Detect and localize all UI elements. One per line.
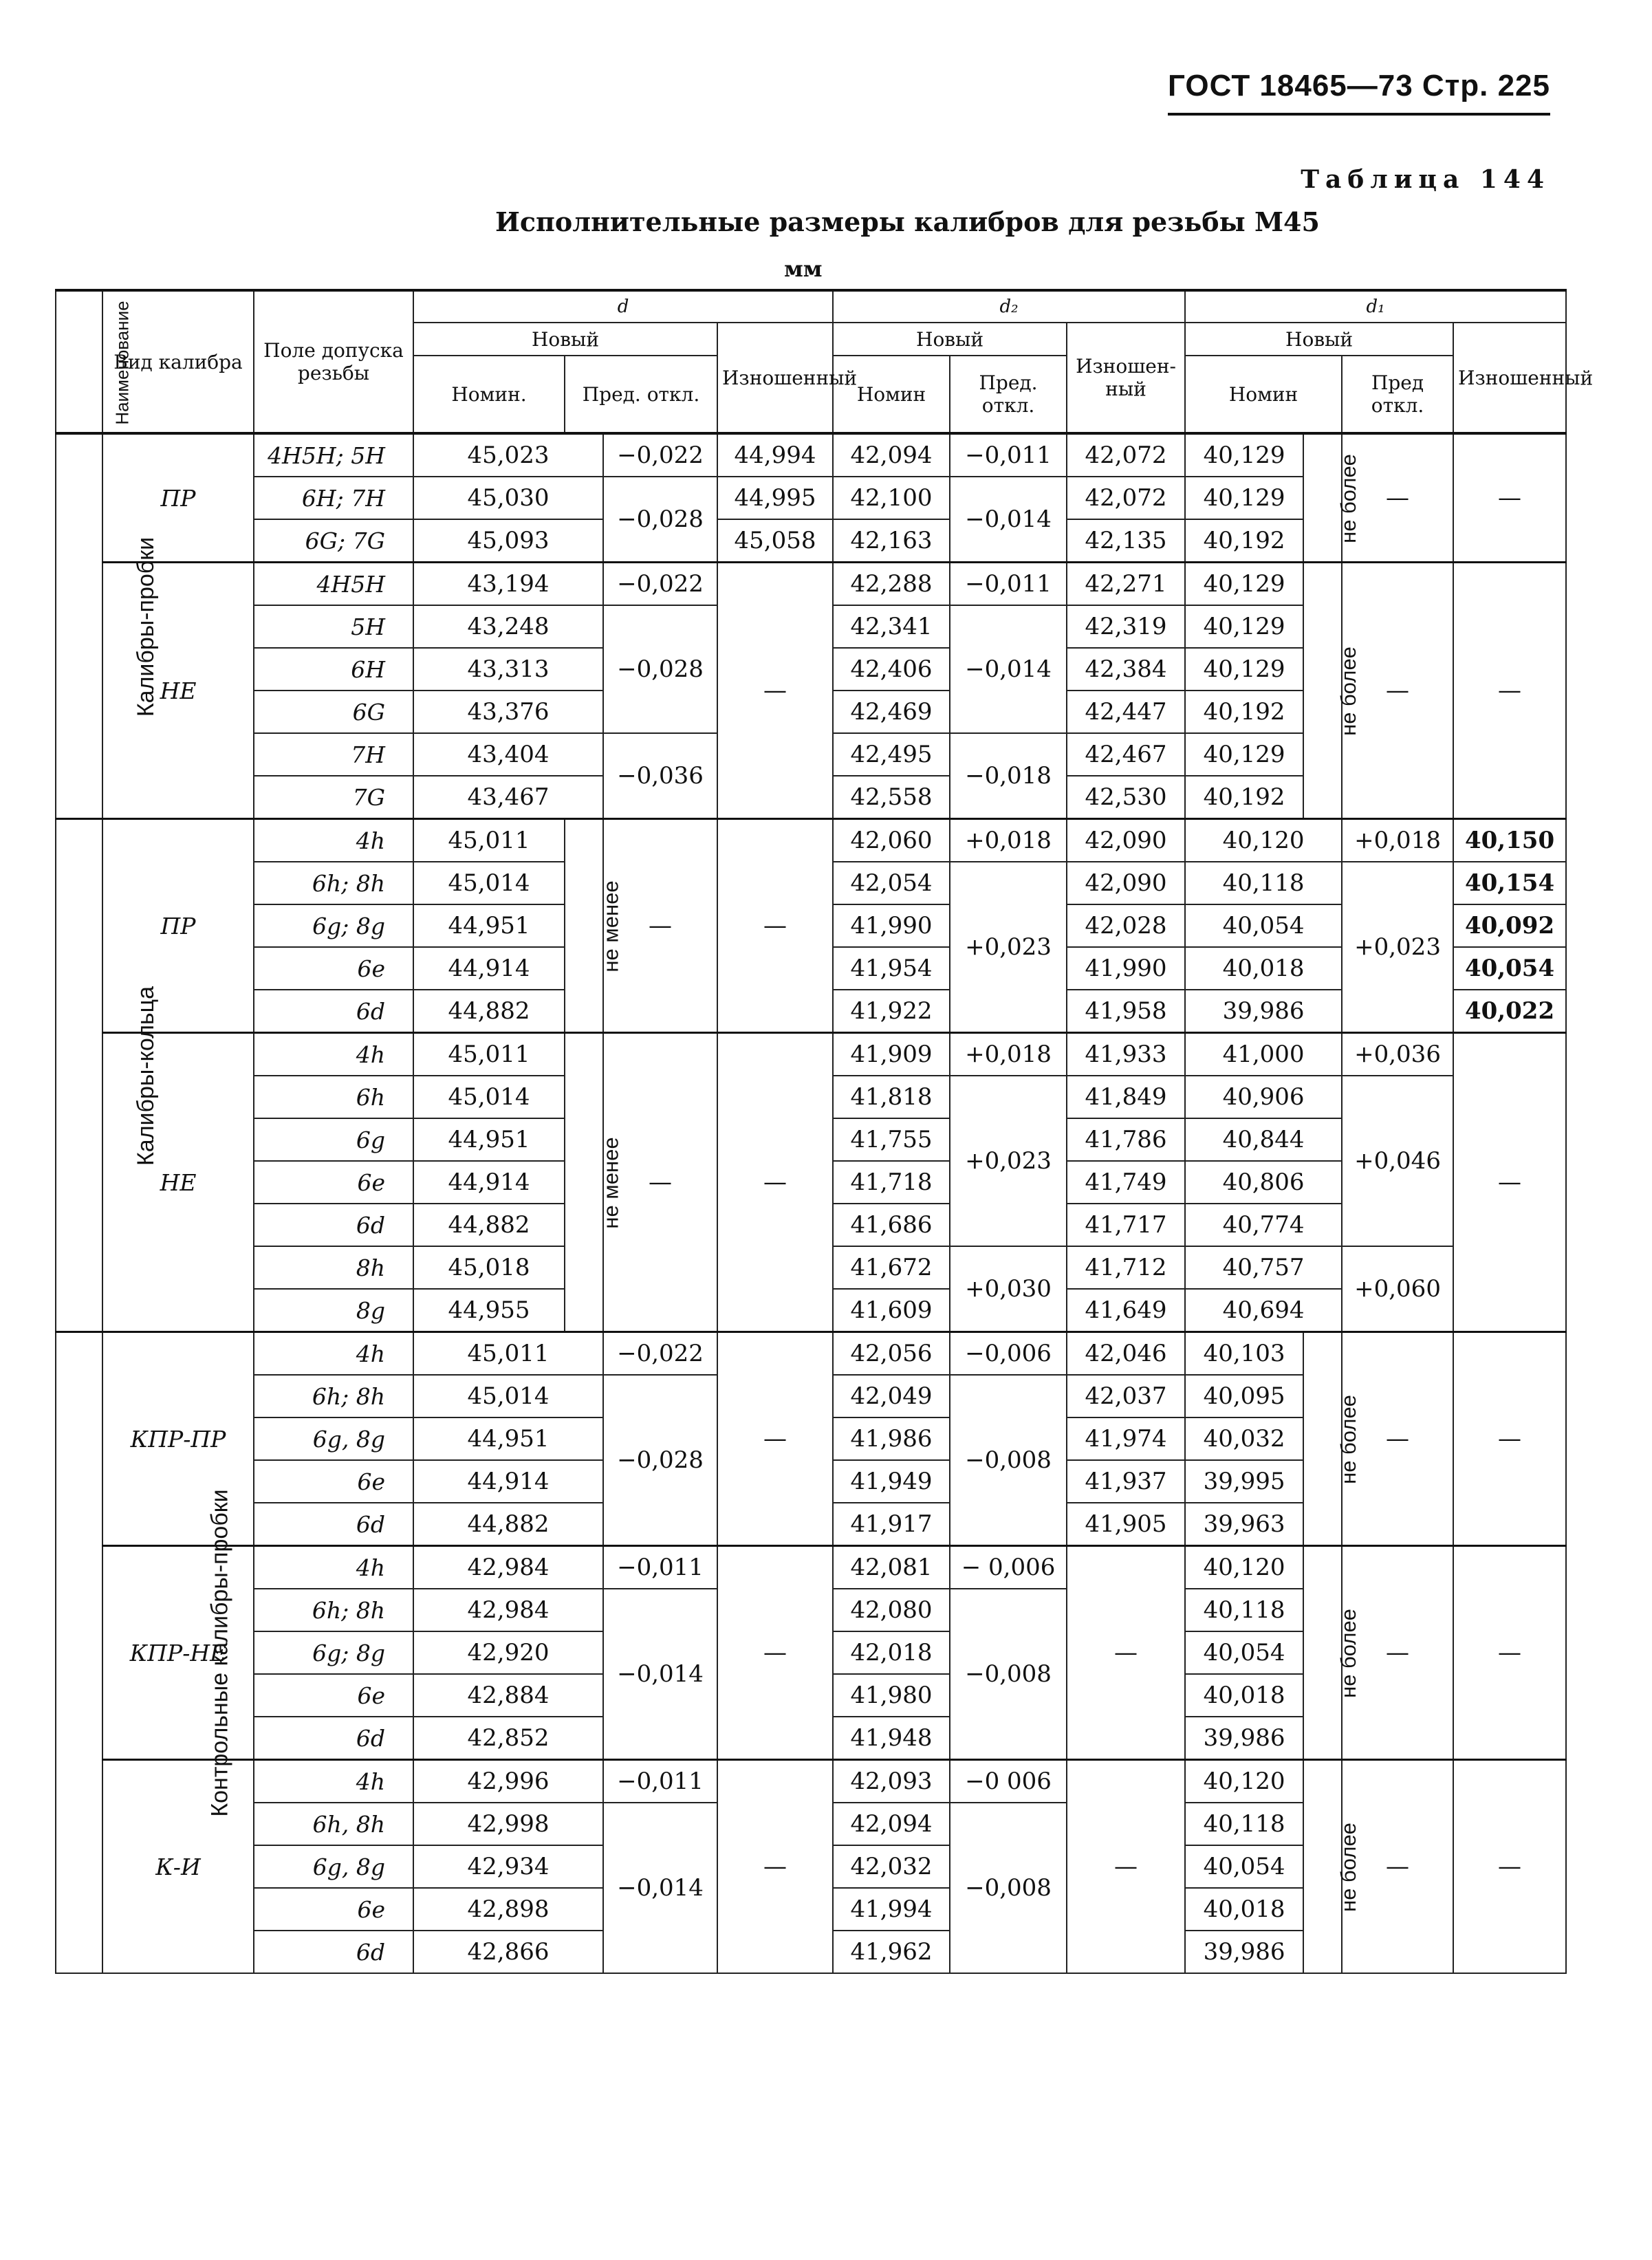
cell: −0,011 [950, 433, 1067, 477]
cell: 41,686 [833, 1204, 950, 1246]
cell: 42,558 [833, 776, 950, 819]
cell: 42,884 [413, 1674, 603, 1717]
cell: 43,248 [413, 605, 603, 648]
cell: 42,852 [413, 1717, 603, 1760]
gauge-type: ПР [102, 819, 254, 1033]
tolerance-cell: 4h [254, 1546, 413, 1589]
col-d1-header: d₁ [1185, 290, 1566, 323]
cell: — [717, 563, 833, 819]
col-tolerance-header: Поле допуска резьбы [254, 290, 413, 433]
cell: 44,914 [413, 1460, 603, 1503]
cell: 45,011 [413, 1033, 565, 1076]
cell: 41,000 [1185, 1033, 1342, 1076]
cell: 40,018 [1185, 947, 1342, 990]
note-nb: не более [1303, 433, 1342, 563]
cell: — [1453, 1760, 1566, 1974]
tolerance-cell: 6h; 8h [254, 862, 413, 904]
gauge-type: ПР [102, 433, 254, 563]
cell: 44,994 [717, 433, 833, 477]
cell: — [1342, 433, 1453, 563]
cell: −0,028 [603, 605, 717, 733]
tolerance-cell: 6g [254, 1118, 413, 1161]
cell: 41,755 [833, 1118, 950, 1161]
cell: — [1453, 433, 1566, 563]
cell: −0,008 [950, 1375, 1067, 1546]
cell: — [1453, 563, 1566, 819]
cell: −0,014 [603, 1803, 717, 1973]
cell: 40,092 [1453, 904, 1566, 947]
cell: −0,018 [950, 733, 1067, 819]
table-row [56, 433, 1566, 477]
cell: 39,986 [1185, 1931, 1303, 1973]
d-new-header: Новый [413, 323, 717, 356]
cell: 40,129 [1185, 477, 1303, 519]
tolerance-cell: 6H [254, 648, 413, 691]
tolerance-cell: 6d [254, 1204, 413, 1246]
cell: −0,022 [603, 563, 717, 606]
tolerance-cell: 4h [254, 1332, 413, 1376]
cell: 40,118 [1185, 862, 1342, 904]
cell: 44,951 [413, 1118, 565, 1161]
cell: — [1342, 1760, 1453, 1974]
cell: 40,806 [1185, 1161, 1342, 1204]
gauge-type: КПР-ПР [102, 1332, 254, 1546]
cell: 45,011 [413, 819, 565, 862]
cell: — [717, 1546, 833, 1760]
cell: 43,313 [413, 648, 603, 691]
gauge-type: КПР-НЕ [102, 1546, 254, 1760]
cell: 42,090 [1067, 862, 1185, 904]
cell: 42,384 [1067, 648, 1185, 691]
tolerance-cell: 6e [254, 1460, 413, 1503]
cell: 43,376 [413, 691, 603, 733]
cell: 40,192 [1185, 776, 1303, 819]
cell: 41,933 [1067, 1033, 1185, 1076]
group-label-rings: Калибры-кольца [56, 819, 102, 1332]
tolerance-cell: 6d [254, 1717, 413, 1760]
cell: 42,100 [833, 477, 950, 519]
tolerance-cell: 6h; 8h [254, 1375, 413, 1417]
cell: 39,986 [1185, 990, 1342, 1033]
cell: 44,951 [413, 1417, 603, 1460]
tolerance-cell: 4H5H; 5H [254, 433, 413, 477]
cell: − 0,006 [950, 1546, 1067, 1589]
cell: 41,949 [833, 1460, 950, 1503]
cell: 41,948 [833, 1717, 950, 1760]
cell: 44,882 [413, 1204, 565, 1246]
cell: 42,094 [833, 433, 950, 477]
cell: 41,672 [833, 1246, 950, 1289]
cell: 45,093 [413, 519, 603, 563]
cell: — [1342, 563, 1453, 819]
d2-new-header: Новый [833, 323, 1067, 356]
cell: 42,406 [833, 648, 950, 691]
tolerance-cell: 6e [254, 1674, 413, 1717]
cell: 39,995 [1185, 1460, 1303, 1503]
cell: 40,150 [1453, 819, 1566, 862]
cell: 45,014 [413, 862, 565, 904]
cell: 42,072 [1067, 433, 1185, 477]
cell: 40,129 [1185, 563, 1303, 606]
cell: 42,467 [1067, 733, 1185, 776]
cell: −0,022 [603, 433, 717, 477]
cell: 41,990 [1067, 947, 1185, 990]
cell: −0,022 [603, 1332, 717, 1376]
cell: 42,093 [833, 1760, 950, 1803]
cell: 42,866 [413, 1931, 603, 1973]
cell: 40,054 [1185, 1631, 1303, 1674]
table-row [56, 1332, 1566, 1376]
gauge-type: НЕ [102, 563, 254, 819]
cell: 41,974 [1067, 1417, 1185, 1460]
cell: 42,060 [833, 819, 950, 862]
cell: 42,072 [1067, 477, 1185, 519]
cell: 39,963 [1185, 1503, 1303, 1546]
cell: — [1067, 1546, 1185, 1760]
cell: 42,080 [833, 1589, 950, 1631]
cell: 42,984 [413, 1589, 603, 1631]
d1-worn-header: Изношенный [1453, 323, 1566, 433]
note-nb: не более [1303, 1546, 1342, 1760]
note-nb: не более [1303, 1332, 1342, 1546]
cell: 42,341 [833, 605, 950, 648]
cell: — [1342, 1546, 1453, 1760]
d2-dev-header: Пред. откл. [950, 356, 1067, 433]
col-d-header: d [413, 290, 833, 323]
gauge-dimensions-table [55, 289, 1594, 1974]
tolerance-cell: 6e [254, 1888, 413, 1931]
cell: 43,467 [413, 776, 603, 819]
cell: 41,749 [1067, 1161, 1185, 1204]
cell: — [717, 1332, 833, 1546]
cell: 43,194 [413, 563, 603, 606]
cell: 45,018 [413, 1246, 565, 1289]
cell: — [1453, 1546, 1566, 1760]
cell: 39,986 [1185, 1717, 1303, 1760]
table-units: мм [784, 256, 823, 282]
cell: 42,495 [833, 733, 950, 776]
cell: 41,712 [1067, 1246, 1185, 1289]
tolerance-cell: 4h [254, 1760, 413, 1803]
tolerance-cell: 6h; 8h [254, 1589, 413, 1631]
table-row [56, 563, 1566, 606]
tolerance-cell: 6h [254, 1076, 413, 1118]
cell: 40,129 [1185, 605, 1303, 648]
cell: — [717, 819, 833, 1033]
cell: — [1453, 1033, 1566, 1332]
cell: 40,120 [1185, 1546, 1303, 1589]
tolerance-cell: 6G [254, 691, 413, 733]
d-worn-header: Изношенный [717, 323, 833, 433]
table-row [56, 819, 1566, 862]
note-nb: не более [1303, 563, 1342, 819]
cell: 45,030 [413, 477, 603, 519]
note-nm: не менее [565, 819, 603, 1033]
cell: 41,986 [833, 1417, 950, 1460]
cell: — [1453, 1332, 1566, 1546]
tolerance-cell: 6e [254, 947, 413, 990]
col-d2-header: d₂ [833, 290, 1185, 323]
cell: +0,018 [950, 819, 1067, 862]
tolerance-cell: 8g [254, 1289, 413, 1332]
cell: 42,090 [1067, 819, 1185, 862]
cell: +0,023 [950, 1076, 1067, 1246]
cell: 40,022 [1453, 990, 1566, 1033]
tolerance-cell: 6g; 8g [254, 1631, 413, 1674]
cell: 42,447 [1067, 691, 1185, 733]
tolerance-cell: 8h [254, 1246, 413, 1289]
cell: 40,032 [1185, 1417, 1303, 1460]
cell: 42,054 [833, 862, 950, 904]
cell: −0,028 [603, 477, 717, 563]
cell: 42,996 [413, 1760, 603, 1803]
cell: 42,135 [1067, 519, 1185, 563]
cell: 42,046 [1067, 1332, 1185, 1376]
cell: −0,006 [950, 1332, 1067, 1376]
cell: 44,951 [413, 904, 565, 947]
group-label-plugs: Калибры-пробки [56, 433, 102, 819]
cell: 41,818 [833, 1076, 950, 1118]
cell: +0,036 [1342, 1033, 1453, 1076]
tolerance-cell: 6G; 7G [254, 519, 413, 563]
gauge-type: К-И [102, 1760, 254, 1974]
cell: 45,023 [413, 433, 603, 477]
cell: 43,404 [413, 733, 603, 776]
cell: 45,011 [413, 1332, 603, 1376]
cell: 40,103 [1185, 1332, 1303, 1376]
tolerance-cell: 4h [254, 1033, 413, 1076]
cell: 41,786 [1067, 1118, 1185, 1161]
cell: 41,958 [1067, 990, 1185, 1033]
note-nb: не более [1303, 1760, 1342, 1974]
cell: — [717, 1760, 833, 1974]
tolerance-cell: 6d [254, 1931, 413, 1973]
cell: −0,008 [950, 1803, 1067, 1973]
cell: — [603, 819, 717, 1033]
cell: 42,056 [833, 1332, 950, 1376]
cell: 40,018 [1185, 1674, 1303, 1717]
cell: 40,120 [1185, 819, 1342, 862]
cell: 42,984 [413, 1546, 603, 1589]
cell: 40,129 [1185, 733, 1303, 776]
page-header: ГОСТ 18465—73 Стр. 225 [1168, 69, 1550, 116]
table-row [56, 1546, 1566, 1589]
cell: 40,054 [1185, 904, 1342, 947]
cell: 41,922 [833, 990, 950, 1033]
table-row [56, 1760, 1566, 1803]
cell: 40,129 [1185, 648, 1303, 691]
d-nominal-header: Номин. [413, 356, 565, 433]
cell: 45,058 [717, 519, 833, 563]
tolerance-cell: 7H [254, 733, 413, 776]
cell: 40,118 [1185, 1589, 1303, 1631]
cell: 42,094 [833, 1803, 950, 1845]
cell: 42,271 [1067, 563, 1185, 606]
tolerance-cell: 6g, 8g [254, 1845, 413, 1888]
cell: 40,054 [1453, 947, 1566, 990]
cell: — [717, 1033, 833, 1332]
cell: −0,014 [950, 605, 1067, 733]
d2-nominal-header: Номин [833, 356, 950, 433]
cell: 42,469 [833, 691, 950, 733]
cell: 42,319 [1067, 605, 1185, 648]
cell: 40,906 [1185, 1076, 1342, 1118]
cell: +0,060 [1342, 1246, 1453, 1332]
cell: 40,118 [1185, 1803, 1303, 1845]
cell: +0,030 [950, 1246, 1067, 1332]
cell: — [603, 1033, 717, 1332]
cell: 41,649 [1067, 1289, 1185, 1332]
cell: 44,882 [413, 990, 565, 1033]
gauge-type: НЕ [102, 1033, 254, 1332]
tolerance-cell: 5H [254, 605, 413, 648]
cell: 42,018 [833, 1631, 950, 1674]
d1-new-header: Новый [1185, 323, 1453, 356]
cell: 41,718 [833, 1161, 950, 1204]
cell: 40,018 [1185, 1888, 1303, 1931]
cell: 40,120 [1185, 1760, 1303, 1803]
cell: 41,917 [833, 1503, 950, 1546]
cell: −0,011 [950, 563, 1067, 606]
cell: 42,934 [413, 1845, 603, 1888]
cell: −0,028 [603, 1375, 717, 1546]
cell: 41,909 [833, 1033, 950, 1076]
cell: −0 006 [950, 1760, 1067, 1803]
cell: +0,023 [1342, 862, 1453, 1033]
d-dev-header: Пред. откл. [565, 356, 717, 433]
cell: 41,990 [833, 904, 950, 947]
cell: 41,717 [1067, 1204, 1185, 1246]
tolerance-cell: 6d [254, 1503, 413, 1546]
cell: 42,032 [833, 1845, 950, 1888]
table-number: Таблица 144 [1301, 165, 1550, 194]
cell: 40,192 [1185, 519, 1303, 563]
cell: 44,914 [413, 947, 565, 990]
cell: 40,774 [1185, 1204, 1342, 1246]
cell: 41,849 [1067, 1076, 1185, 1118]
cell: −0,011 [603, 1760, 717, 1803]
cell: 41,994 [833, 1888, 950, 1931]
col-name-header: Наименование [56, 290, 102, 433]
col-type-header: Вид калибра [102, 290, 254, 433]
tolerance-cell: 6d [254, 990, 413, 1033]
cell: 44,882 [413, 1503, 603, 1546]
cell: 41,609 [833, 1289, 950, 1332]
table-row [56, 1033, 1566, 1076]
cell: 45,014 [413, 1076, 565, 1118]
cell: 41,937 [1067, 1460, 1185, 1503]
group-label-control: Контрольные калибры-пробки [56, 1332, 102, 1974]
cell: — [1342, 1332, 1453, 1546]
cell: 40,129 [1185, 433, 1303, 477]
note-nm: не менее [565, 1033, 603, 1332]
cell: 40,694 [1185, 1289, 1342, 1332]
cell: 42,163 [833, 519, 950, 563]
cell: 44,955 [413, 1289, 565, 1332]
tolerance-cell: 6g, 8g [254, 1417, 413, 1460]
cell: 41,905 [1067, 1503, 1185, 1546]
cell: −0,036 [603, 733, 717, 819]
cell: 40,095 [1185, 1375, 1303, 1417]
cell: 40,757 [1185, 1246, 1342, 1289]
cell: 42,028 [1067, 904, 1185, 947]
cell: +0,023 [950, 862, 1067, 1033]
cell: 40,192 [1185, 691, 1303, 733]
cell: 42,530 [1067, 776, 1185, 819]
cell: 41,962 [833, 1931, 950, 1973]
cell: 44,914 [413, 1161, 565, 1204]
table-title: Исполнительные размеры калибров для резьбы М45 [495, 206, 1320, 237]
d1-nominal-header: Номин [1185, 356, 1342, 433]
cell: 42,998 [413, 1803, 603, 1845]
cell: 40,844 [1185, 1118, 1342, 1161]
d2-worn-header: Изношен-ный [1067, 323, 1185, 433]
cell: 41,980 [833, 1674, 950, 1717]
cell: 40,154 [1453, 862, 1566, 904]
tolerance-cell: 6e [254, 1161, 413, 1204]
cell: 42,049 [833, 1375, 950, 1417]
tolerance-cell: 7G [254, 776, 413, 819]
cell: −0,011 [603, 1546, 717, 1589]
cell: 45,014 [413, 1375, 603, 1417]
cell: 44,995 [717, 477, 833, 519]
cell: 41,954 [833, 947, 950, 990]
d1-dev-header: Пред откл. [1342, 356, 1453, 433]
cell: — [1067, 1760, 1185, 1974]
tolerance-cell: 6g; 8g [254, 904, 413, 947]
cell: 42,898 [413, 1888, 603, 1931]
cell: 42,920 [413, 1631, 603, 1674]
tolerance-cell: 4H5H [254, 563, 413, 606]
tolerance-cell: 6h, 8h [254, 1803, 413, 1845]
cell: 40,054 [1185, 1845, 1303, 1888]
cell: −0,014 [603, 1589, 717, 1760]
cell: +0,018 [1342, 819, 1453, 862]
cell: +0,018 [950, 1033, 1067, 1076]
cell: 42,037 [1067, 1375, 1185, 1417]
cell: +0,046 [1342, 1076, 1453, 1246]
tolerance-cell: 4h [254, 819, 413, 862]
cell: 42,081 [833, 1546, 950, 1589]
cell: −0,014 [950, 477, 1067, 563]
cell: −0,008 [950, 1589, 1067, 1760]
tolerance-cell: 6H; 7H [254, 477, 413, 519]
cell: 42,288 [833, 563, 950, 606]
